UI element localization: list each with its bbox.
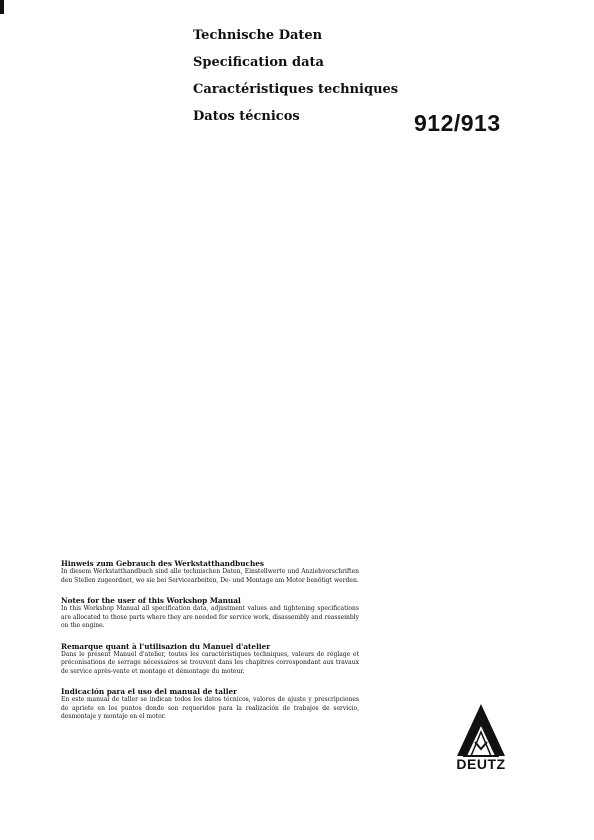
note-spanish: [61, 687, 359, 722]
note-heading: Remarque quant à l'utilisazion du Manuel d'atelier: [61, 641, 271, 651]
note-body: In diesem Werkstatthandbuch sind alle technischen Daten, Einstellwerte und Anziehvorschriften den Stellen zugeordnet, wo sie bei Servicearbeiten, De- und Montage am Motor benötigt werden.: [61, 568, 359, 584]
note-body: Dans le présent Manuel d'atelier, toutes les caractéristiques techniques, valeurs de réglage et préconisations de serrage nécessaires se trouvent dans les chapitres correspondant aux travaux de service après-vente et montage et démontage du moteur.: [61, 650, 359, 675]
note-heading: Hinweis zum Gebrauch des Werkstatthandbuches: [61, 559, 264, 568]
deutz-emblem-icon: [443, 702, 519, 758]
title-spanish: Datos técnicos: [193, 109, 300, 124]
title-english: Specification data: [193, 55, 324, 70]
note-french: [61, 642, 359, 677]
deutz-logo: [443, 702, 519, 774]
note-body: En este manual de taller se indican todos los datos técnicos, valores de ajuste y prescripciones de apriete en los puntos donde son requeridos para la realización de trabajos de servicio, desmontaje y montaje en el motor.: [61, 696, 359, 720]
note-heading: Indicación para el uso del manual de taller: [61, 687, 237, 696]
note-body: In this Workshop Manual all specification data, adjustment values and tightening specifications are allocated to those parts where they are needed for service work, disassembly and reassembly on the engine.: [61, 605, 359, 629]
note-english: [61, 596, 359, 631]
title-block: [193, 28, 433, 136]
corner-crop-mark: [0, 0, 4, 14]
model-number: 912/913: [414, 110, 501, 136]
note-heading: Notes for the user of this Workshop Manual: [61, 596, 241, 605]
notes-section: [61, 559, 359, 733]
title-german: Technische Daten: [193, 28, 323, 43]
note-german: [61, 559, 359, 585]
logo-wordmark: DEUTZ: [456, 756, 506, 772]
title-french: Caractéristiques techniques: [193, 82, 399, 97]
